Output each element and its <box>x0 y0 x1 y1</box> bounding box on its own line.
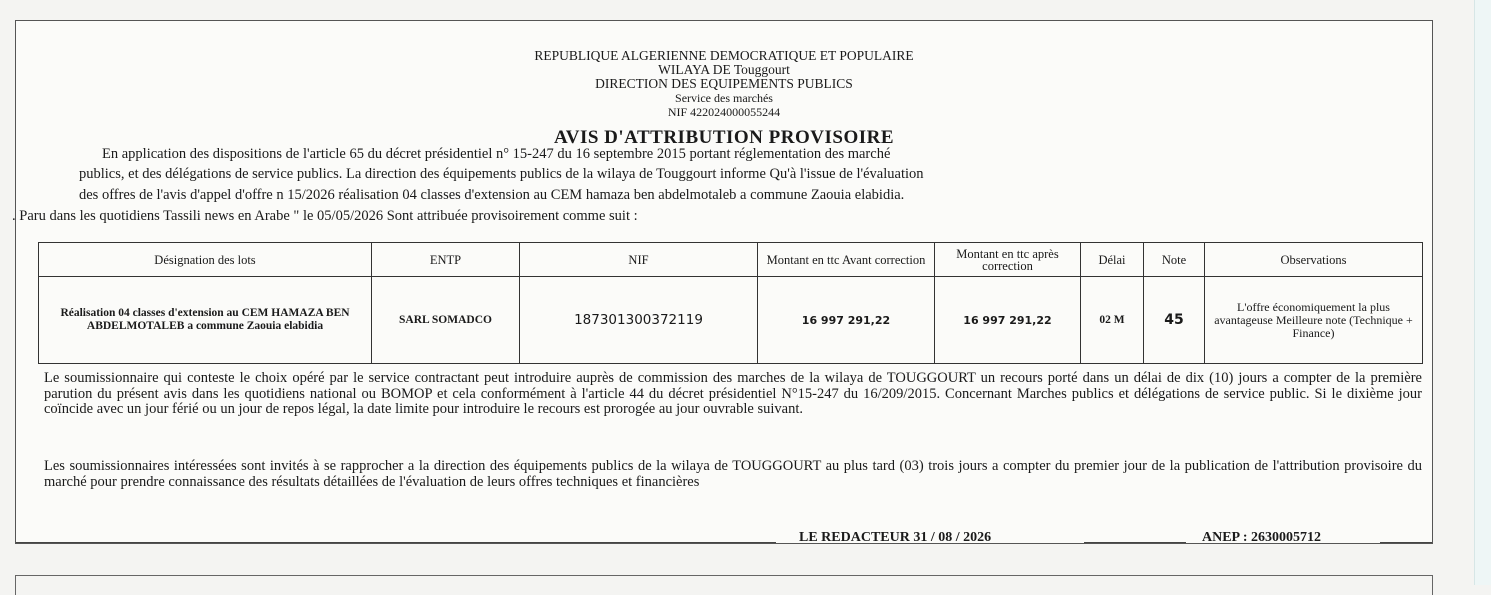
footer-rule-left <box>16 542 776 543</box>
header-service: Service des marchés <box>675 91 773 105</box>
table-header-row <box>39 243 1423 277</box>
col-observations: Observations <box>1205 243 1423 277</box>
col-amount-after: Montant en ttc après correction <box>935 243 1081 277</box>
intro-line-4: . Paru dans les quotidiens Tassili news en Arabe " le 05/05/2026 Sont attribuée provisoirement comme suit : <box>12 208 638 224</box>
col-designation: Désignation des lots <box>39 243 372 277</box>
intro-line-1: En application des dispositions de l'article 65 du décret présidentiel n° 15-247 du 16 septembre 2015 portant réglementation des marché <box>102 146 891 162</box>
attribution-table <box>38 242 1423 364</box>
footer-rule-right <box>1380 542 1432 543</box>
footer-rule-middle <box>1084 542 1186 543</box>
table-row <box>39 277 1423 364</box>
cell-amount-after: 16 997 291,22 <box>935 277 1081 364</box>
next-notice-frame <box>15 575 1433 595</box>
col-amount-before: Montant en ttc Avant correction <box>758 243 935 277</box>
cell-amount-before: 16 997 291,22 <box>758 277 935 364</box>
recourse-paragraph: Le soumissionnaire qui conteste le choix opéré par le service contractant peut introduire auprès de commission des marches de la wilaya de TOUGGOURT un recours porté dans un délai de dix (10) jours a compter de la première parution du présent avis dans les quotidiens national ou BOMOP et cela conformément à l'article 44 du décret présidentiel N°15-247 du 16/209/2015. Concernant Marches publics et délégations de service public. Si le dixième jour coïncide avec un jour férié ou un jour de repos légal, la date limite pour introduire le recours est prorogée au jour ouvrable suivant. <box>44 370 1422 417</box>
header-direction: DIRECTION DES EQUIPEMENTS PUBLICS <box>595 76 853 91</box>
intro-line-3: des offres de l'avis d'appel d'offre n 15/2026 réalisation 04 classes d'extension au CEM hamaza ben abdelmotaleb a commune Zaouia elabidia. <box>79 187 905 203</box>
notice-footer <box>16 530 1432 550</box>
footer-redacteur: LE REDACTEUR 31 / 08 / 2026 <box>799 530 992 545</box>
header-nif: NIF 422024000055244 <box>667 105 781 119</box>
notice-header <box>16 49 1432 119</box>
cell-designation: Réalisation 04 classes d'extension au CEM HAMAZA BEN ABDELMOTALEB a commune Zaouia elabidia <box>39 277 372 364</box>
cell-observations: L'offre économiquement la plus avantageuse Meilleure note (Technique + Finance) <box>1205 277 1423 364</box>
header-republic: REPUBLIQUE ALGERIENNE DEMOCRATIQUE ET POPULAIRE <box>534 48 914 63</box>
col-entp: ENTP <box>372 243 520 277</box>
cell-nif: 187301300372119 <box>520 277 758 364</box>
col-nif: NIF <box>520 243 758 277</box>
cell-delai: 02 M <box>1081 277 1144 364</box>
intro-line-2: publics, et des délégations de service publics. La direction des équipements publics de la wilaya de Touggourt informe Qu'à l'issue de l'évaluation <box>79 166 924 182</box>
header-wilaya: WILAYA DE Touggourt <box>658 62 790 77</box>
cell-entp: SARL SOMADCO <box>372 277 520 364</box>
page-edge <box>1474 0 1491 585</box>
footer-anep: ANEP : 2630005712 <box>1202 530 1321 545</box>
notice-frame <box>12 20 1433 545</box>
consultation-paragraph: Les soumissionnaires intéressées sont invités à se rapprocher a la direction des équipements publics de la wilaya de TOUGGOURT au plus tard (03) trois jours a compter du premier jour de la publication de l'attribution provisoire du marché pour prendre connaissance des résultats détaillées de l'évaluation de leurs offres techniques et financières <box>44 458 1422 490</box>
notice-title: AVIS D'ATTRIBUTION PROVISOIRE <box>553 127 895 148</box>
col-note: Note <box>1144 243 1205 277</box>
cell-note: 45 <box>1144 277 1205 364</box>
col-delai: Délai <box>1081 243 1144 277</box>
